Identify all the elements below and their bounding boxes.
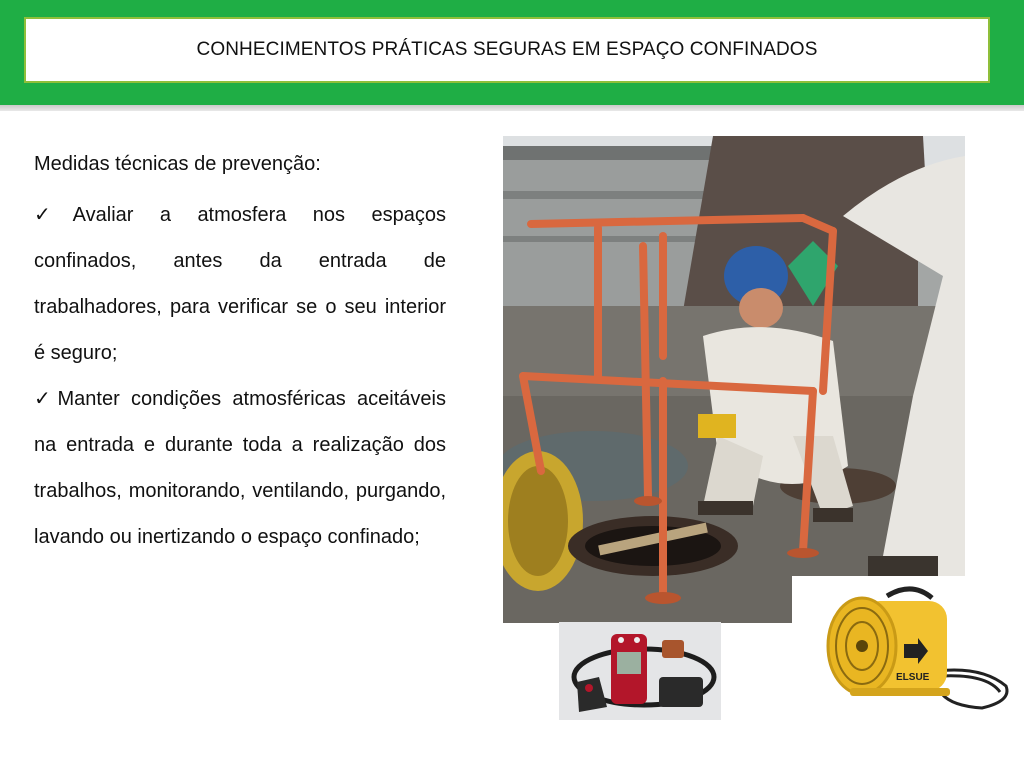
checkmark-icon: ✓ xyxy=(34,204,72,226)
slide-title: CONHECIMENTOS PRÁTICAS SEGURAS EM ESPAÇO CONFINADOS xyxy=(196,39,818,60)
title-box xyxy=(24,17,990,83)
bullet-item xyxy=(34,376,446,560)
bullet-text: Manter condições atmosféricas aceitáveis na entrada e durante toda a realização dos trabalhos, monitorando, ventilando, purgando, lavando ou inertizando o espaço confinado; xyxy=(34,388,446,548)
body-text xyxy=(34,142,446,560)
bullet-text: Avaliar a atmosfera nos espaços confinados, antes da entrada de trabalhadores, para verificar se o seu interior é seguro; xyxy=(34,204,446,364)
gas-detector-image xyxy=(559,622,721,720)
fan-brand-label: ELSUE xyxy=(896,672,930,683)
intro-heading: Medidas técnicas de prevenção: xyxy=(34,153,321,175)
confined-space-photo xyxy=(503,136,965,623)
blower-fan-image xyxy=(792,576,1016,736)
header-divider xyxy=(0,105,1024,111)
bullet-item xyxy=(34,192,446,376)
checkmark-icon: ✓ xyxy=(34,388,57,410)
